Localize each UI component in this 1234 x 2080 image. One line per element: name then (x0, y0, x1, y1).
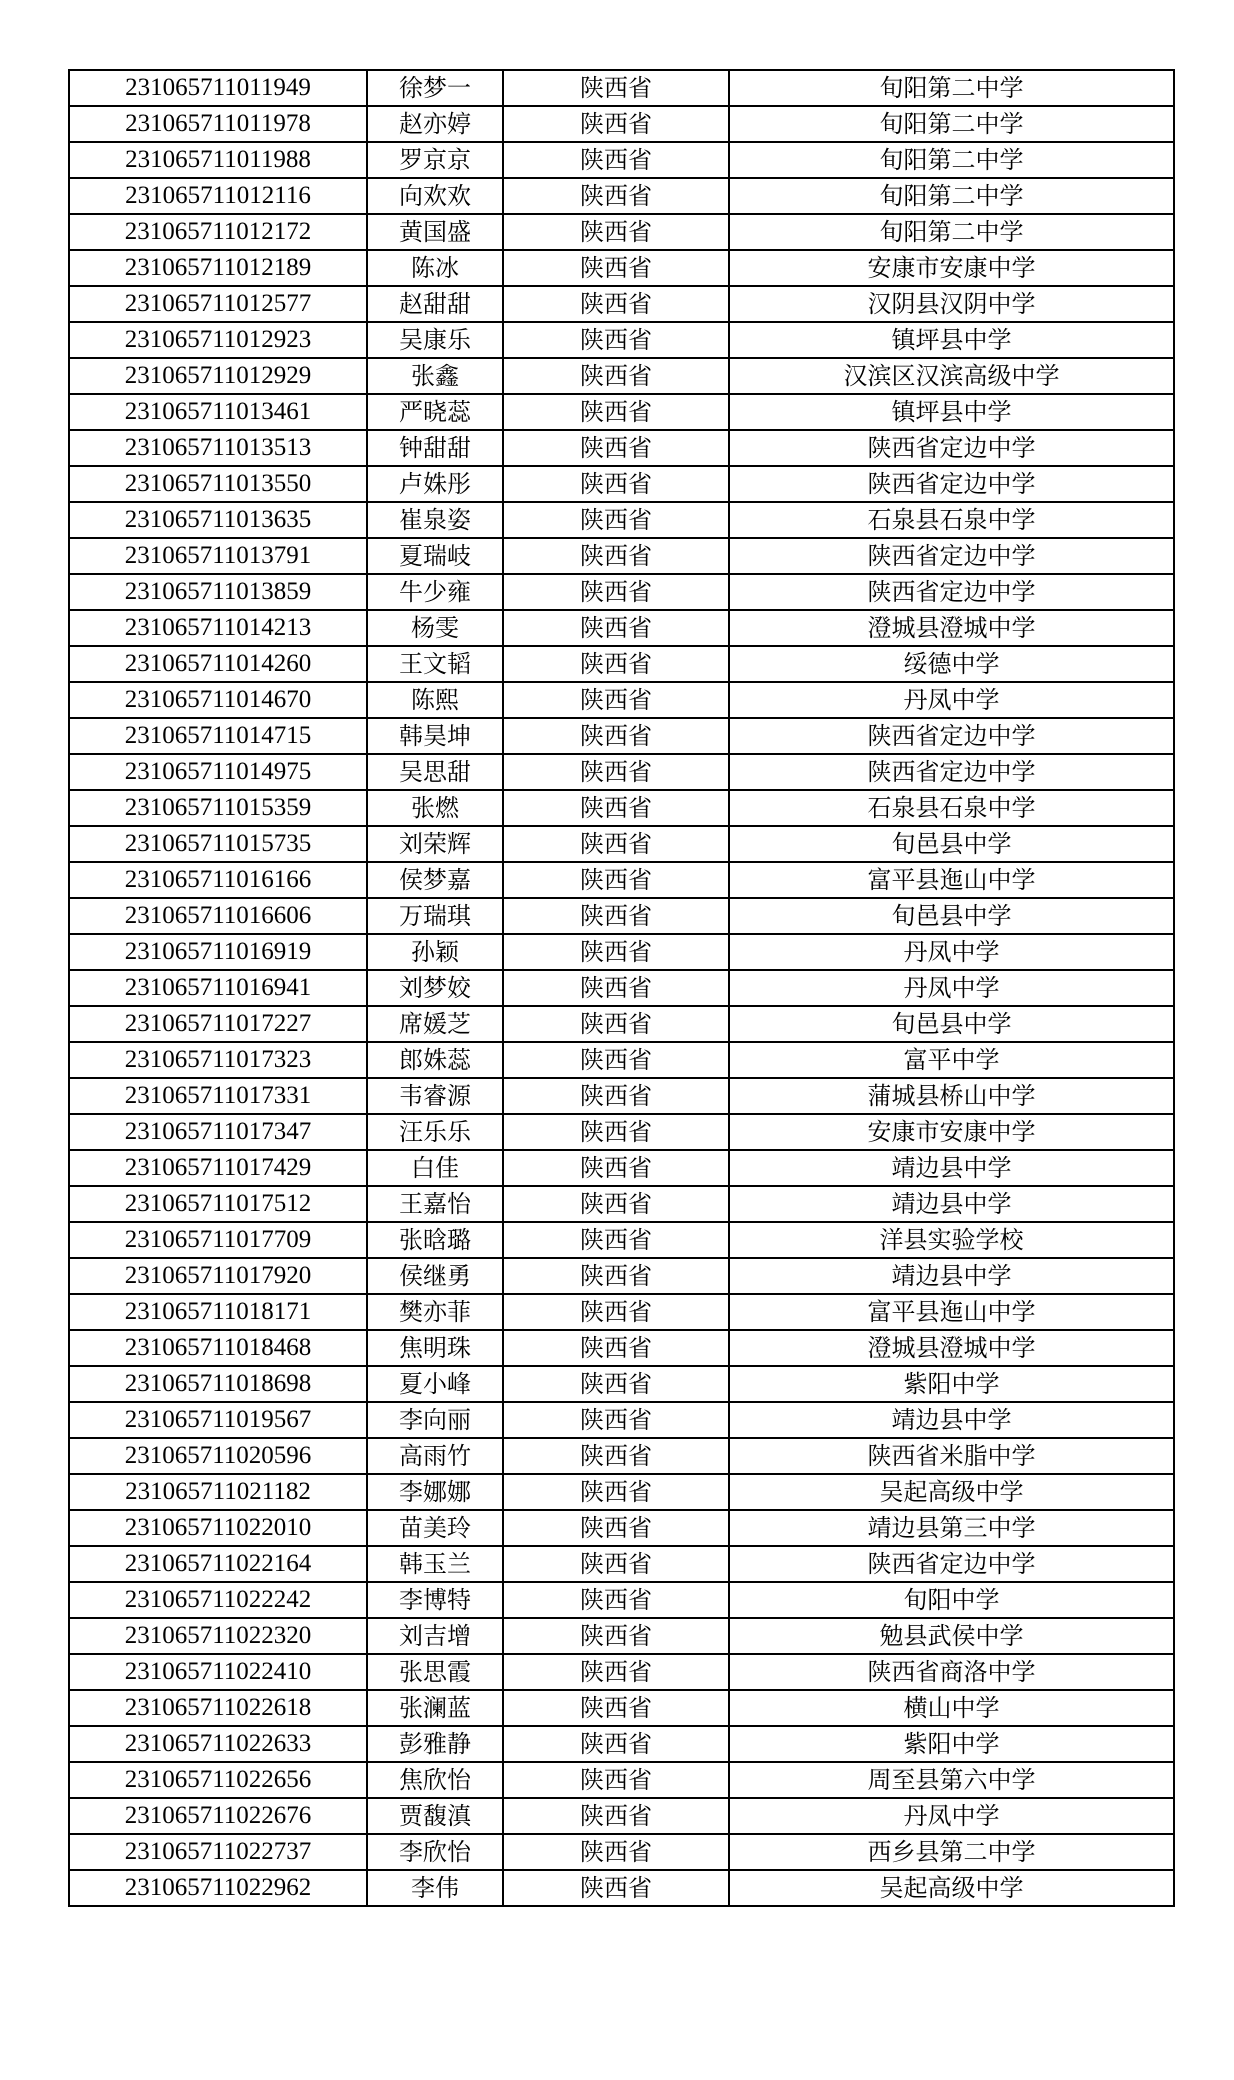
province-cell: 陕西省 (503, 1402, 729, 1438)
province-cell: 陕西省 (503, 718, 729, 754)
candidate-id-cell: 231065711014975 (69, 754, 367, 790)
student-name-cell: 王文韬 (367, 646, 503, 682)
table-row (69, 1438, 1174, 1474)
school-name-cell: 靖边县第三中学 (729, 1510, 1174, 1546)
school-name-cell: 丹凤中学 (729, 682, 1174, 718)
school-name-cell: 安康市安康中学 (729, 250, 1174, 286)
school-name-cell: 镇坪县中学 (729, 322, 1174, 358)
candidate-id-cell: 231065711020596 (69, 1438, 367, 1474)
student-name-cell: 韦睿源 (367, 1078, 503, 1114)
table-row (69, 322, 1174, 358)
school-name-cell: 陕西省定边中学 (729, 574, 1174, 610)
candidate-id-cell: 231065711017920 (69, 1258, 367, 1294)
candidate-id-cell: 231065711017323 (69, 1042, 367, 1078)
table-row (69, 1258, 1174, 1294)
candidate-id-cell: 231065711016606 (69, 898, 367, 934)
table-row (69, 214, 1174, 250)
table-row (69, 106, 1174, 142)
student-name-cell: 夏小峰 (367, 1366, 503, 1402)
table-row (69, 574, 1174, 610)
school-name-cell: 陕西省米脂中学 (729, 1438, 1174, 1474)
school-name-cell: 紫阳中学 (729, 1726, 1174, 1762)
school-name-cell: 周至县第六中学 (729, 1762, 1174, 1798)
school-name-cell: 旬阳第二中学 (729, 106, 1174, 142)
province-cell: 陕西省 (503, 1258, 729, 1294)
school-name-cell: 陕西省定边中学 (729, 718, 1174, 754)
province-cell: 陕西省 (503, 1870, 729, 1906)
table-row (69, 682, 1174, 718)
student-name-cell: 侯继勇 (367, 1258, 503, 1294)
candidate-id-cell: 231065711018698 (69, 1366, 367, 1402)
candidate-id-cell: 231065711022164 (69, 1546, 367, 1582)
province-cell: 陕西省 (503, 430, 729, 466)
table-row (69, 1006, 1174, 1042)
table-row (69, 394, 1174, 430)
candidate-id-cell: 231065711014213 (69, 610, 367, 646)
candidate-id-cell: 231065711014715 (69, 718, 367, 754)
student-name-cell: 钟甜甜 (367, 430, 503, 466)
table-row (69, 1834, 1174, 1870)
school-name-cell: 安康市安康中学 (729, 1114, 1174, 1150)
province-cell: 陕西省 (503, 1762, 729, 1798)
province-cell: 陕西省 (503, 1006, 729, 1042)
school-name-cell: 绥德中学 (729, 646, 1174, 682)
province-cell: 陕西省 (503, 1690, 729, 1726)
school-name-cell: 靖边县中学 (729, 1402, 1174, 1438)
table-row (69, 1402, 1174, 1438)
school-name-cell: 石泉县石泉中学 (729, 790, 1174, 826)
roster-table-body (69, 70, 1174, 1906)
student-name-cell: 张澜蓝 (367, 1690, 503, 1726)
table-row (69, 430, 1174, 466)
candidate-id-cell: 231065711013791 (69, 538, 367, 574)
candidate-id-cell: 231065711022962 (69, 1870, 367, 1906)
province-cell: 陕西省 (503, 1294, 729, 1330)
school-name-cell: 镇坪县中学 (729, 394, 1174, 430)
table-row (69, 1510, 1174, 1546)
school-name-cell: 陕西省定边中学 (729, 466, 1174, 502)
candidate-id-cell: 231065711012577 (69, 286, 367, 322)
school-name-cell: 旬邑县中学 (729, 1006, 1174, 1042)
candidate-id-cell: 231065711012923 (69, 322, 367, 358)
candidate-id-cell: 231065711019567 (69, 1402, 367, 1438)
student-name-cell: 刘荣辉 (367, 826, 503, 862)
school-name-cell: 汉滨区汉滨高级中学 (729, 358, 1174, 394)
school-name-cell: 靖边县中学 (729, 1258, 1174, 1294)
candidate-id-cell: 231065711014670 (69, 682, 367, 718)
table-row (69, 250, 1174, 286)
student-name-cell: 夏瑞岐 (367, 538, 503, 574)
school-name-cell: 旬阳第二中学 (729, 70, 1174, 106)
candidate-id-cell: 231065711017227 (69, 1006, 367, 1042)
table-row (69, 1150, 1174, 1186)
school-name-cell: 陕西省定边中学 (729, 754, 1174, 790)
school-name-cell: 吴起高级中学 (729, 1474, 1174, 1510)
candidate-id-cell: 231065711013461 (69, 394, 367, 430)
student-name-cell: 张晗璐 (367, 1222, 503, 1258)
student-name-cell: 贾馥滇 (367, 1798, 503, 1834)
school-name-cell: 陕西省定边中学 (729, 538, 1174, 574)
student-name-cell: 彭雅静 (367, 1726, 503, 1762)
student-name-cell: 郎姝蕊 (367, 1042, 503, 1078)
table-row (69, 286, 1174, 322)
student-name-cell: 汪乐乐 (367, 1114, 503, 1150)
student-name-cell: 张燃 (367, 790, 503, 826)
school-name-cell: 勉县武侯中学 (729, 1618, 1174, 1654)
student-name-cell: 王嘉怡 (367, 1186, 503, 1222)
province-cell: 陕西省 (503, 1078, 729, 1114)
candidate-id-cell: 231065711012172 (69, 214, 367, 250)
student-name-cell: 李博特 (367, 1582, 503, 1618)
table-row (69, 934, 1174, 970)
province-cell: 陕西省 (503, 1150, 729, 1186)
candidate-id-cell: 231065711013859 (69, 574, 367, 610)
province-cell: 陕西省 (503, 1510, 729, 1546)
table-row (69, 538, 1174, 574)
student-name-cell: 卢姝彤 (367, 466, 503, 502)
province-cell: 陕西省 (503, 682, 729, 718)
province-cell: 陕西省 (503, 214, 729, 250)
table-row (69, 1042, 1174, 1078)
province-cell: 陕西省 (503, 826, 729, 862)
table-row (69, 1546, 1174, 1582)
candidate-id-cell: 231065711022737 (69, 1834, 367, 1870)
roster-table (68, 69, 1175, 1907)
school-name-cell: 蒲城县桥山中学 (729, 1078, 1174, 1114)
candidate-id-cell: 231065711022618 (69, 1690, 367, 1726)
school-name-cell: 陕西省定边中学 (729, 430, 1174, 466)
candidate-id-cell: 231065711018468 (69, 1330, 367, 1366)
table-row (69, 358, 1174, 394)
province-cell: 陕西省 (503, 934, 729, 970)
student-name-cell: 焦明珠 (367, 1330, 503, 1366)
province-cell: 陕西省 (503, 1834, 729, 1870)
student-name-cell: 韩昊坤 (367, 718, 503, 754)
school-name-cell: 富平中学 (729, 1042, 1174, 1078)
province-cell: 陕西省 (503, 862, 729, 898)
table-row (69, 826, 1174, 862)
school-name-cell: 丹凤中学 (729, 970, 1174, 1006)
candidate-id-cell: 231065711016919 (69, 934, 367, 970)
student-name-cell: 刘梦姣 (367, 970, 503, 1006)
school-name-cell: 旬阳中学 (729, 1582, 1174, 1618)
table-row (69, 1366, 1174, 1402)
province-cell: 陕西省 (503, 1546, 729, 1582)
province-cell: 陕西省 (503, 178, 729, 214)
province-cell: 陕西省 (503, 502, 729, 538)
province-cell: 陕西省 (503, 1582, 729, 1618)
province-cell: 陕西省 (503, 1474, 729, 1510)
school-name-cell: 旬阳第二中学 (729, 178, 1174, 214)
table-row (69, 1618, 1174, 1654)
province-cell: 陕西省 (503, 322, 729, 358)
province-cell: 陕西省 (503, 1222, 729, 1258)
school-name-cell: 旬邑县中学 (729, 826, 1174, 862)
table-row (69, 1762, 1174, 1798)
school-name-cell: 旬阳第二中学 (729, 214, 1174, 250)
table-row (69, 610, 1174, 646)
student-name-cell: 罗京京 (367, 142, 503, 178)
province-cell: 陕西省 (503, 538, 729, 574)
table-row (69, 790, 1174, 826)
school-name-cell: 吴起高级中学 (729, 1870, 1174, 1906)
student-name-cell: 席媛芝 (367, 1006, 503, 1042)
candidate-id-cell: 231065711017512 (69, 1186, 367, 1222)
student-name-cell: 严晓蕊 (367, 394, 503, 430)
province-cell: 陕西省 (503, 1186, 729, 1222)
table-row (69, 178, 1174, 214)
candidate-id-cell: 231065711012929 (69, 358, 367, 394)
student-name-cell: 苗美玲 (367, 1510, 503, 1546)
table-row (69, 1654, 1174, 1690)
candidate-id-cell: 231065711014260 (69, 646, 367, 682)
table-row (69, 1870, 1174, 1906)
school-name-cell: 洋县实验学校 (729, 1222, 1174, 1258)
province-cell: 陕西省 (503, 790, 729, 826)
candidate-id-cell: 231065711012189 (69, 250, 367, 286)
province-cell: 陕西省 (503, 574, 729, 610)
candidate-id-cell: 231065711016166 (69, 862, 367, 898)
school-name-cell: 旬邑县中学 (729, 898, 1174, 934)
school-name-cell: 靖边县中学 (729, 1150, 1174, 1186)
table-row (69, 754, 1174, 790)
province-cell: 陕西省 (503, 1042, 729, 1078)
school-name-cell: 靖边县中学 (729, 1186, 1174, 1222)
table-row (69, 1078, 1174, 1114)
school-name-cell: 石泉县石泉中学 (729, 502, 1174, 538)
student-name-cell: 牛少雍 (367, 574, 503, 610)
candidate-id-cell: 231065711012116 (69, 178, 367, 214)
candidate-id-cell: 231065711011978 (69, 106, 367, 142)
province-cell: 陕西省 (503, 646, 729, 682)
school-name-cell: 丹凤中学 (729, 1798, 1174, 1834)
student-name-cell: 万瑞琪 (367, 898, 503, 934)
candidate-id-cell: 231065711017331 (69, 1078, 367, 1114)
candidate-id-cell: 231065711017347 (69, 1114, 367, 1150)
candidate-id-cell: 231065711022676 (69, 1798, 367, 1834)
table-row (69, 646, 1174, 682)
table-row (69, 862, 1174, 898)
school-name-cell: 旬阳第二中学 (729, 142, 1174, 178)
table-row (69, 1186, 1174, 1222)
student-name-cell: 孙颖 (367, 934, 503, 970)
student-name-cell: 刘吉增 (367, 1618, 503, 1654)
table-row (69, 1726, 1174, 1762)
candidate-id-cell: 231065711022656 (69, 1762, 367, 1798)
province-cell: 陕西省 (503, 466, 729, 502)
table-row (69, 970, 1174, 1006)
province-cell: 陕西省 (503, 106, 729, 142)
student-name-cell: 徐梦一 (367, 70, 503, 106)
student-name-cell: 赵亦婷 (367, 106, 503, 142)
province-cell: 陕西省 (503, 1654, 729, 1690)
student-name-cell: 张鑫 (367, 358, 503, 394)
table-row (69, 1582, 1174, 1618)
candidate-id-cell: 231065711022010 (69, 1510, 367, 1546)
candidate-id-cell: 231065711011988 (69, 142, 367, 178)
student-name-cell: 张思霞 (367, 1654, 503, 1690)
table-row (69, 70, 1174, 106)
province-cell: 陕西省 (503, 286, 729, 322)
province-cell: 陕西省 (503, 1366, 729, 1402)
student-name-cell: 樊亦菲 (367, 1294, 503, 1330)
table-row (69, 1114, 1174, 1150)
candidate-id-cell: 231065711022633 (69, 1726, 367, 1762)
province-cell: 陕西省 (503, 898, 729, 934)
candidate-id-cell: 231065711022320 (69, 1618, 367, 1654)
student-name-cell: 赵甜甜 (367, 286, 503, 322)
candidate-id-cell: 231065711013550 (69, 466, 367, 502)
school-name-cell: 澄城县澄城中学 (729, 1330, 1174, 1366)
school-name-cell: 丹凤中学 (729, 934, 1174, 970)
candidate-id-cell: 231065711015359 (69, 790, 367, 826)
province-cell: 陕西省 (503, 1798, 729, 1834)
province-cell: 陕西省 (503, 1330, 729, 1366)
province-cell: 陕西省 (503, 1438, 729, 1474)
province-cell: 陕西省 (503, 70, 729, 106)
school-name-cell: 澄城县澄城中学 (729, 610, 1174, 646)
table-row (69, 1690, 1174, 1726)
student-name-cell: 高雨竹 (367, 1438, 503, 1474)
candidate-id-cell: 231065711016941 (69, 970, 367, 1006)
student-name-cell: 崔泉姿 (367, 502, 503, 538)
candidate-id-cell: 231065711013635 (69, 502, 367, 538)
province-cell: 陕西省 (503, 970, 729, 1006)
province-cell: 陕西省 (503, 250, 729, 286)
candidate-id-cell: 231065711022410 (69, 1654, 367, 1690)
province-cell: 陕西省 (503, 394, 729, 430)
student-name-cell: 李娜娜 (367, 1474, 503, 1510)
province-cell: 陕西省 (503, 1114, 729, 1150)
candidate-id-cell: 231065711018171 (69, 1294, 367, 1330)
table-row (69, 1330, 1174, 1366)
student-name-cell: 吴思甜 (367, 754, 503, 790)
province-cell: 陕西省 (503, 610, 729, 646)
student-name-cell: 杨雯 (367, 610, 503, 646)
school-name-cell: 紫阳中学 (729, 1366, 1174, 1402)
candidate-id-cell: 231065711011949 (69, 70, 367, 106)
province-cell: 陕西省 (503, 142, 729, 178)
school-name-cell: 西乡县第二中学 (729, 1834, 1174, 1870)
table-row (69, 1798, 1174, 1834)
school-name-cell: 横山中学 (729, 1690, 1174, 1726)
province-cell: 陕西省 (503, 754, 729, 790)
province-cell: 陕西省 (503, 358, 729, 394)
table-row (69, 502, 1174, 538)
candidate-id-cell: 231065711021182 (69, 1474, 367, 1510)
student-name-cell: 韩玉兰 (367, 1546, 503, 1582)
province-cell: 陕西省 (503, 1726, 729, 1762)
candidate-id-cell: 231065711017429 (69, 1150, 367, 1186)
table-row (69, 718, 1174, 754)
student-name-cell: 李向丽 (367, 1402, 503, 1438)
table-row (69, 1222, 1174, 1258)
student-name-cell: 李伟 (367, 1870, 503, 1906)
student-name-cell: 陈冰 (367, 250, 503, 286)
student-name-cell: 侯梦嘉 (367, 862, 503, 898)
school-name-cell: 富平县迤山中学 (729, 1294, 1174, 1330)
school-name-cell: 陕西省定边中学 (729, 1546, 1174, 1582)
school-name-cell: 汉阴县汉阴中学 (729, 286, 1174, 322)
student-name-cell: 黄国盛 (367, 214, 503, 250)
student-name-cell: 向欢欢 (367, 178, 503, 214)
student-name-cell: 李欣怡 (367, 1834, 503, 1870)
student-name-cell: 白佳 (367, 1150, 503, 1186)
candidate-id-cell: 231065711022242 (69, 1582, 367, 1618)
candidate-id-cell: 231065711017709 (69, 1222, 367, 1258)
table-row (69, 142, 1174, 178)
province-cell: 陕西省 (503, 1618, 729, 1654)
candidate-id-cell: 231065711015735 (69, 826, 367, 862)
table-row (69, 1474, 1174, 1510)
table-row (69, 898, 1174, 934)
student-name-cell: 焦欣怡 (367, 1762, 503, 1798)
student-name-cell: 陈熙 (367, 682, 503, 718)
table-row (69, 1294, 1174, 1330)
table-row (69, 466, 1174, 502)
school-name-cell: 陕西省商洛中学 (729, 1654, 1174, 1690)
student-name-cell: 吴康乐 (367, 322, 503, 358)
candidate-id-cell: 231065711013513 (69, 430, 367, 466)
school-name-cell: 富平县迤山中学 (729, 862, 1174, 898)
